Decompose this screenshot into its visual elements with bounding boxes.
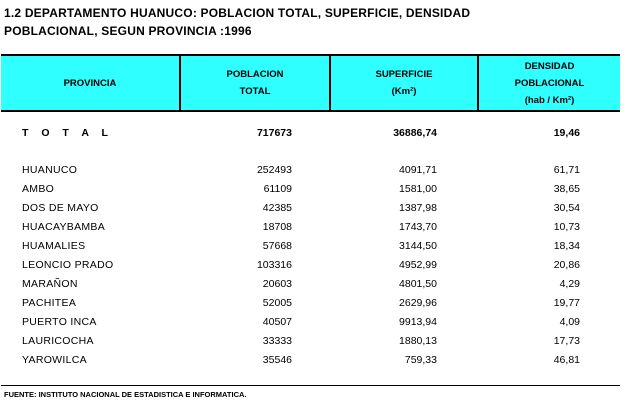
row-superficie: 2629,96 (399, 297, 437, 309)
table-row (0, 219, 630, 235)
row-poblacion: 61109 (263, 183, 292, 195)
header-densidad-line-3: (hab / Km²) (524, 94, 575, 106)
row-densidad: 38,65 (553, 183, 580, 195)
table-row (0, 276, 630, 292)
row-poblacion: 57668 (262, 240, 292, 252)
row-superficie: 4952,99 (399, 259, 437, 271)
header-provincia-label: PROVINCIA (63, 77, 117, 89)
header-densidad-line-1: DENSIDAD (524, 60, 575, 72)
row-provincia: HUAMALIES (22, 240, 86, 252)
table-row (0, 257, 630, 273)
header-superficie-line-2: (Km²) (391, 86, 417, 97)
row-provincia: MARAÑON (22, 278, 78, 290)
row-densidad: 10,73 (553, 221, 580, 233)
row-densidad: 17,73 (553, 335, 580, 347)
total-superficie: 36886,74 (393, 127, 437, 139)
footer-divider (1, 385, 620, 386)
row-poblacion: 35546 (262, 354, 292, 366)
row-poblacion: 42385 (262, 202, 292, 214)
row-provincia: PACHITEA (22, 297, 77, 309)
table-row (0, 314, 630, 330)
header-superficie-line-1: SUPERFICIE (375, 69, 433, 80)
row-provincia: LAURICOCHA (22, 335, 94, 347)
row-provincia: PUERTO INCA (22, 316, 97, 328)
table-header (1, 54, 620, 112)
row-superficie: 1743,70 (399, 221, 437, 233)
title-line-2: POBLACIONAL, SEGUN PROVINCIA :1996 (4, 24, 252, 38)
page-title (4, 4, 624, 40)
row-provincia: HUACAYBAMBA (22, 221, 106, 233)
row-poblacion: 20603 (262, 278, 292, 290)
row-densidad: 18,34 (553, 240, 580, 252)
row-provincia: DOS DE MAYO (22, 202, 99, 214)
header-densidad (479, 56, 620, 110)
source-note: FUENTE: INSTITUTO NACIONAL DE ESTADISTICA E INFORMATICA. (4, 390, 247, 399)
row-poblacion: 252493 (256, 164, 292, 176)
header-poblacion-line-1: POBLACION (226, 69, 284, 80)
row-densidad: 4,09 (559, 316, 580, 328)
title-line-1: 1.2 DEPARTAMENTO HUANUCO: POBLACION TOTAL, SUPERFICIE, DENSIDAD (4, 6, 471, 20)
row-provincia: HUANUCO (22, 164, 78, 176)
row-poblacion: 52005 (262, 297, 292, 309)
row-densidad: 20,86 (553, 259, 580, 271)
row-densidad: 30,54 (553, 202, 580, 214)
total-row (0, 125, 630, 141)
row-superficie: 9913,94 (399, 316, 437, 328)
row-poblacion: 18708 (262, 221, 292, 233)
table-row (0, 333, 630, 349)
total-densidad: 19,46 (553, 127, 580, 139)
header-provincia (1, 56, 181, 110)
row-superficie: 1880,13 (399, 335, 437, 347)
total-poblacion: 717673 (256, 127, 292, 139)
row-poblacion: 103316 (256, 259, 292, 271)
row-superficie: 4091,71 (399, 164, 437, 176)
row-provincia: LEONCIO PRADO (22, 259, 114, 271)
row-provincia: YAROWILCA (22, 354, 87, 366)
header-poblacion-line-2: TOTAL (239, 86, 271, 97)
row-provincia: AMBO (22, 183, 55, 195)
total-label: T O T A L (22, 127, 113, 139)
row-superficie: 1387,98 (399, 202, 437, 214)
row-densidad: 46,81 (553, 354, 580, 366)
table-row (0, 181, 630, 197)
table-row (0, 238, 630, 254)
header-densidad-line-2: POBLACIONAL (514, 77, 585, 89)
table-row (0, 352, 630, 368)
table-row (0, 162, 630, 178)
table-row (0, 200, 630, 216)
row-superficie: 759,33 (404, 354, 437, 366)
row-densidad: 19,77 (553, 297, 580, 309)
row-superficie: 4801,50 (399, 278, 437, 290)
row-superficie: 1581,00 (399, 183, 437, 195)
header-superficie (331, 56, 479, 110)
row-superficie: 3144,50 (399, 240, 437, 252)
header-poblacion (181, 56, 331, 110)
row-poblacion: 40507 (262, 316, 292, 328)
row-densidad: 4,29 (559, 278, 580, 290)
row-poblacion: 33333 (262, 335, 292, 347)
table-row (0, 295, 630, 311)
row-densidad: 61,71 (553, 164, 580, 176)
